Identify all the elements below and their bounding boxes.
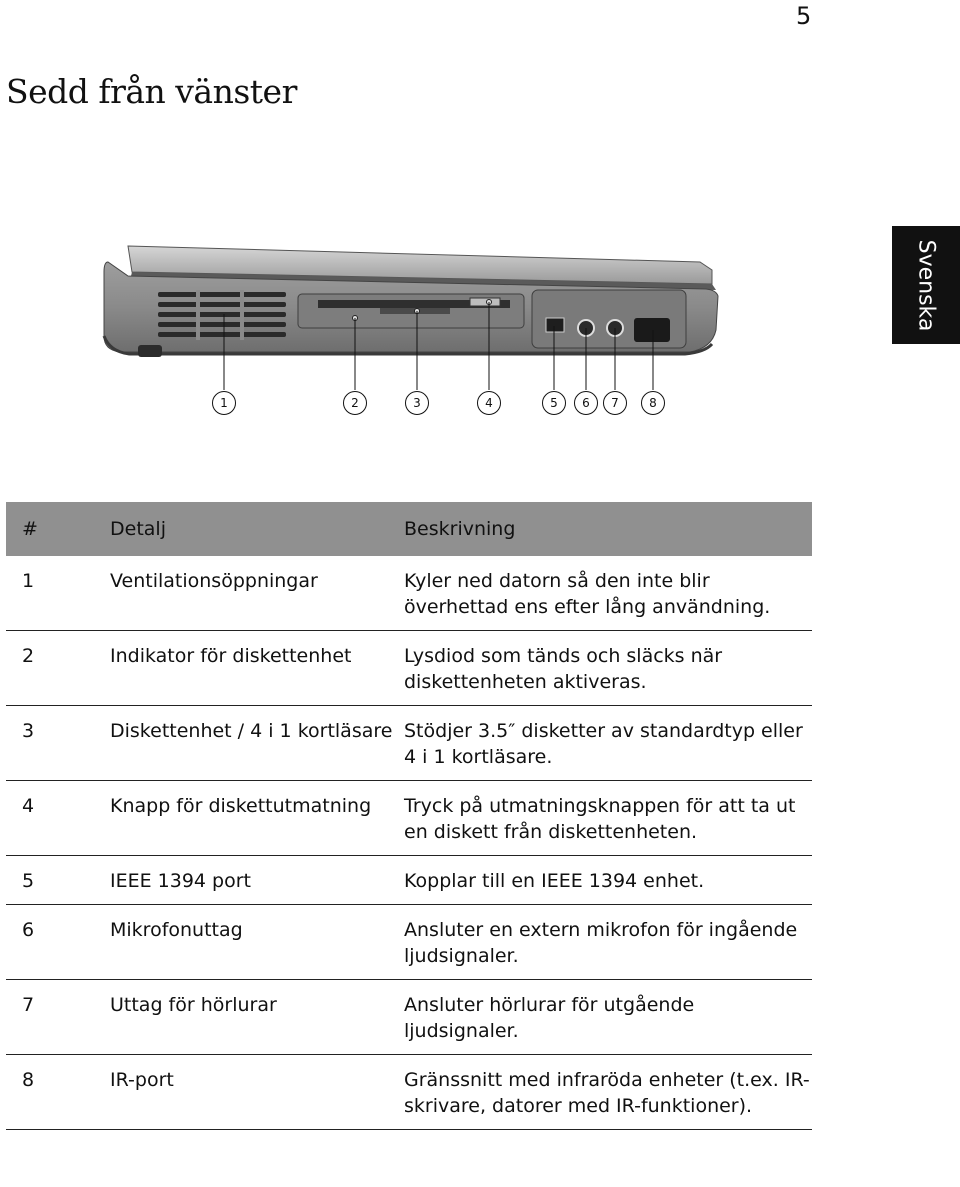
- row-number: 5: [6, 856, 110, 905]
- row-detail: Diskettenhet / 4 i 1 kortläsare: [110, 706, 404, 781]
- component-table: [6, 502, 812, 1130]
- row-number: 3: [6, 706, 110, 781]
- row-number: 6: [6, 905, 110, 980]
- table-row: [6, 980, 812, 1055]
- callout-3: 3: [405, 391, 429, 415]
- row-detail: Indikator för diskettenhet: [110, 631, 404, 706]
- header-detail: Detalj: [110, 502, 404, 556]
- table-row: [6, 781, 812, 856]
- header-number: #: [6, 502, 110, 556]
- row-description: Ansluter hörlurar för utgående ljudsignaler.: [404, 980, 812, 1055]
- row-detail: Ventilationsöppningar: [110, 556, 404, 631]
- table-row: [6, 1055, 812, 1130]
- row-number: 2: [6, 631, 110, 706]
- callout-5: 5: [542, 391, 566, 415]
- callout-1: 1: [212, 391, 236, 415]
- language-tab: Svenska: [892, 226, 960, 344]
- table-row: [6, 631, 812, 706]
- row-number: 4: [6, 781, 110, 856]
- row-description: Ansluter en extern mikrofon för ingående ljudsignaler.: [404, 905, 812, 980]
- laptop-left-side-illustration: [0, 0, 960, 420]
- row-description: Kyler ned datorn så den inte blir överhettad ens efter lång användning.: [404, 556, 812, 631]
- row-description: Kopplar till en IEEE 1394 enhet.: [404, 856, 812, 905]
- row-description: Lysdiod som tänds och släcks när diskettenheten aktiveras.: [404, 631, 812, 706]
- row-description: Tryck på utmatningsknappen för att ta ut en diskett från diskettenheten.: [404, 781, 812, 856]
- callout-8: 8: [641, 391, 665, 415]
- row-number: 8: [6, 1055, 110, 1130]
- row-number: 7: [6, 980, 110, 1055]
- row-description: Stödjer 3.5″ disketter av standardtyp eller 4 i 1 kortläsare.: [404, 706, 812, 781]
- callout-4: 4: [477, 391, 501, 415]
- row-detail: Knapp för diskettutmatning: [110, 781, 404, 856]
- callout-6: 6: [574, 391, 598, 415]
- row-detail: IR-port: [110, 1055, 404, 1130]
- table-header-row: [6, 502, 812, 556]
- row-detail: Mikrofonuttag: [110, 905, 404, 980]
- row-number: 1: [6, 556, 110, 631]
- table-row: [6, 856, 812, 905]
- page-number: 5: [796, 2, 812, 30]
- callout-2: 2: [343, 391, 367, 415]
- row-description: Gränssnitt med infraröda enheter (t.ex. IR-skrivare, datorer med IR-funktioner).: [404, 1055, 812, 1130]
- table-row: [6, 556, 812, 631]
- callout-7: 7: [603, 391, 627, 415]
- row-detail: IEEE 1394 port: [110, 856, 404, 905]
- row-detail: Uttag för hörlurar: [110, 980, 404, 1055]
- header-description: Beskrivning: [404, 502, 812, 556]
- table-row: [6, 706, 812, 781]
- table-row: [6, 905, 812, 980]
- section-title: Sedd från vänster: [6, 72, 297, 111]
